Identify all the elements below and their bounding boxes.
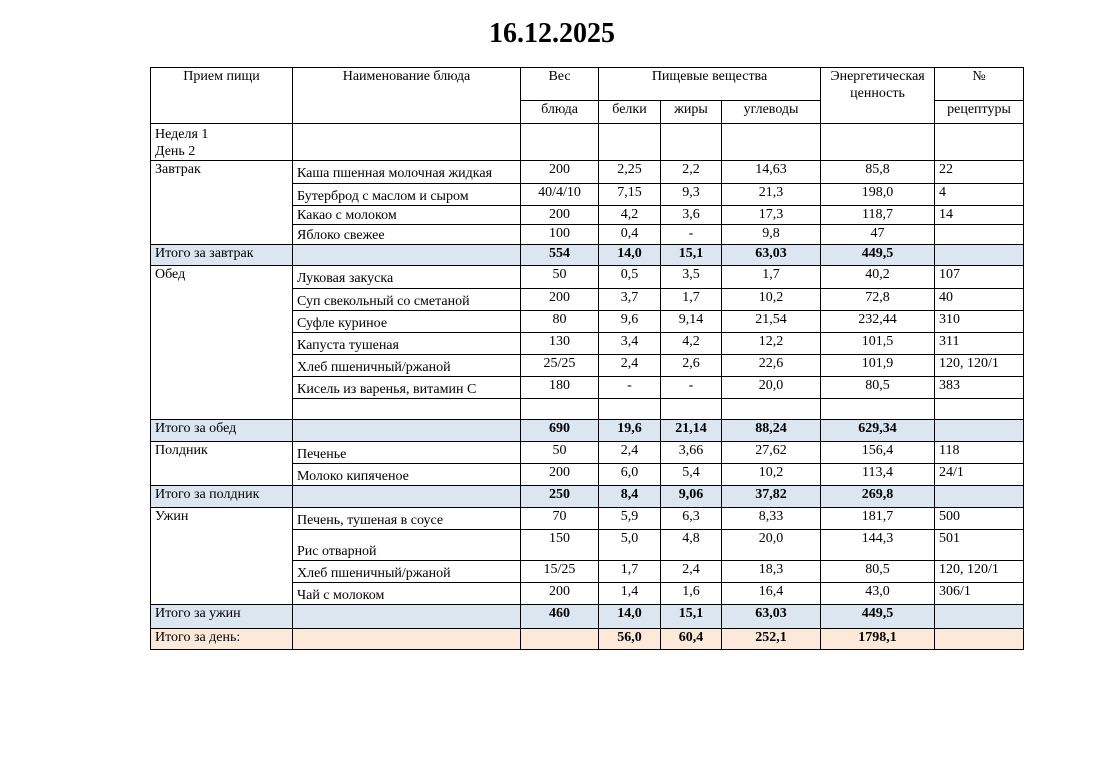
table-row: Обед Луковая закуска 50 0,5 3,5 1,7 40,2 107 [151, 266, 1024, 289]
dish-name: Хлеб пшеничный/ржаной [293, 561, 521, 583]
day-label: День 2 [155, 144, 196, 159]
header-nutrients: Пищевые вещества [599, 68, 821, 101]
lunch-total-row: Итого за обед 690 19,6 21,14 88,24 629,34 [151, 420, 1024, 442]
table-row: Капуста тушеная 130 3,4 4,2 12,2 101,5 311 [151, 333, 1024, 355]
header-meal: Прием пищи [151, 68, 293, 124]
day-total-row: Итого за день: 56,0 60,4 252,1 1798,1 [151, 629, 1024, 650]
table-row: Суп свекольный со сметаной 200 3,7 1,7 10,2 72,8 40 [151, 289, 1024, 311]
breakfast-total-label: Итого за завтрак [151, 245, 293, 266]
table-row: Яблоко свежее 100 0,4 - 9,8 47 [151, 225, 1024, 245]
dish-name: Луковая закуска [293, 266, 521, 289]
lunch-total-label: Итого за обед [151, 420, 293, 442]
table-row: Чай с молоком 200 1,4 1,6 16,4 43,0 306/1 [151, 583, 1024, 605]
dinner-total-row: Итого за ужин 460 14,0 15,1 63,03 449,5 [151, 605, 1024, 629]
meal-label-dinner: Ужин [151, 508, 293, 605]
dish-name: Бутерброд с маслом и сыром [293, 184, 521, 206]
dish-name: Молоко кипяченое [293, 464, 521, 486]
header-carbs: углеводы [722, 101, 821, 124]
header-weight-bottom: блюда [521, 101, 599, 124]
dish-name: Суфле куриное [293, 311, 521, 333]
table-row: Молоко кипяченое 200 6,0 5,4 10,2 113,4 24/1 [151, 464, 1024, 486]
dish-name: Кисель из варенья, витамин С [293, 377, 521, 399]
dish-name: Чай с молоком [293, 583, 521, 605]
dish-name: Печень, тушеная в соусе [293, 508, 521, 530]
table-row: Какао с молоком 200 4,2 3,6 17,3 118,7 14 [151, 206, 1024, 225]
table-row: Хлеб пшеничный/ржаной 25/25 2,4 2,6 22,6 101,9 120, 120/1 [151, 355, 1024, 377]
dish-name: Рис отварной [293, 530, 521, 561]
header-energy: Энергетическая ценность [821, 68, 935, 124]
table-row: Суфле куриное 80 9,6 9,14 21,54 232,44 310 [151, 311, 1024, 333]
page-title: 16.12.2025 [489, 18, 615, 49]
breakfast-total-row: Итого за завтрак 554 14,0 15,1 63,03 449,5 [151, 245, 1024, 266]
table-row: Бутерброд с маслом и сыром 40/4/10 7,15 9,3 21,3 198,0 4 [151, 184, 1024, 206]
snack-total-label: Итого за полдник [151, 486, 293, 508]
dish-name: Печенье [293, 442, 521, 464]
header-protein: белки [599, 101, 661, 124]
dish-name: Каша пшенная молочная жидкая [293, 161, 521, 184]
menu-table [150, 67, 1024, 650]
meal-label-lunch: Обед [151, 266, 293, 420]
dish-name: Какао с молоком [293, 206, 521, 225]
header-recipe-bottom: рецептуры [935, 101, 1024, 124]
table-row: Полдник Печенье 50 2,4 3,66 27,62 156,4 118 [151, 442, 1024, 464]
header-fat: жиры [661, 101, 722, 124]
header-dish: Наименование блюда [293, 68, 521, 124]
dinner-total-label: Итого за ужин [151, 605, 293, 629]
meal-label-snack: Полдник [151, 442, 293, 486]
table-row: Рис отварной 150 5,0 4,8 20,0 144,3 501 [151, 530, 1024, 561]
dish-name: Хлеб пшеничный/ржаной [293, 355, 521, 377]
day-total-label: Итого за день: [151, 629, 293, 650]
dish-name: Суп свекольный со сметаной [293, 289, 521, 311]
header-row-top [151, 68, 1024, 101]
table-row: Кисель из варенья, витамин С 180 - - 20,0 80,5 383 [151, 377, 1024, 399]
table-row: Хлеб пшеничный/ржаной 15/25 1,7 2,4 18,3 80,5 120, 120/1 [151, 561, 1024, 583]
table-row: Завтрак Каша пшенная молочная жидкая 200 2,25 2,2 14,63 85,8 22 [151, 161, 1024, 184]
week-day-row [151, 124, 1024, 161]
table-row: Ужин Печень, тушеная в соусе 70 5,9 6,3 8,33 181,7 500 [151, 508, 1024, 530]
week-day-cell [151, 124, 293, 161]
snack-total-row: Итого за полдник 250 8,4 9,06 37,82 269,8 [151, 486, 1024, 508]
header-weight-top: Вес [521, 68, 599, 101]
dish-name: Яблоко свежее [293, 225, 521, 245]
header-recipe-top: № [935, 68, 1024, 101]
dish-name: Капуста тушеная [293, 333, 521, 355]
week-label: Неделя 1 [155, 127, 209, 142]
meal-label-breakfast: Завтрак [151, 161, 293, 245]
